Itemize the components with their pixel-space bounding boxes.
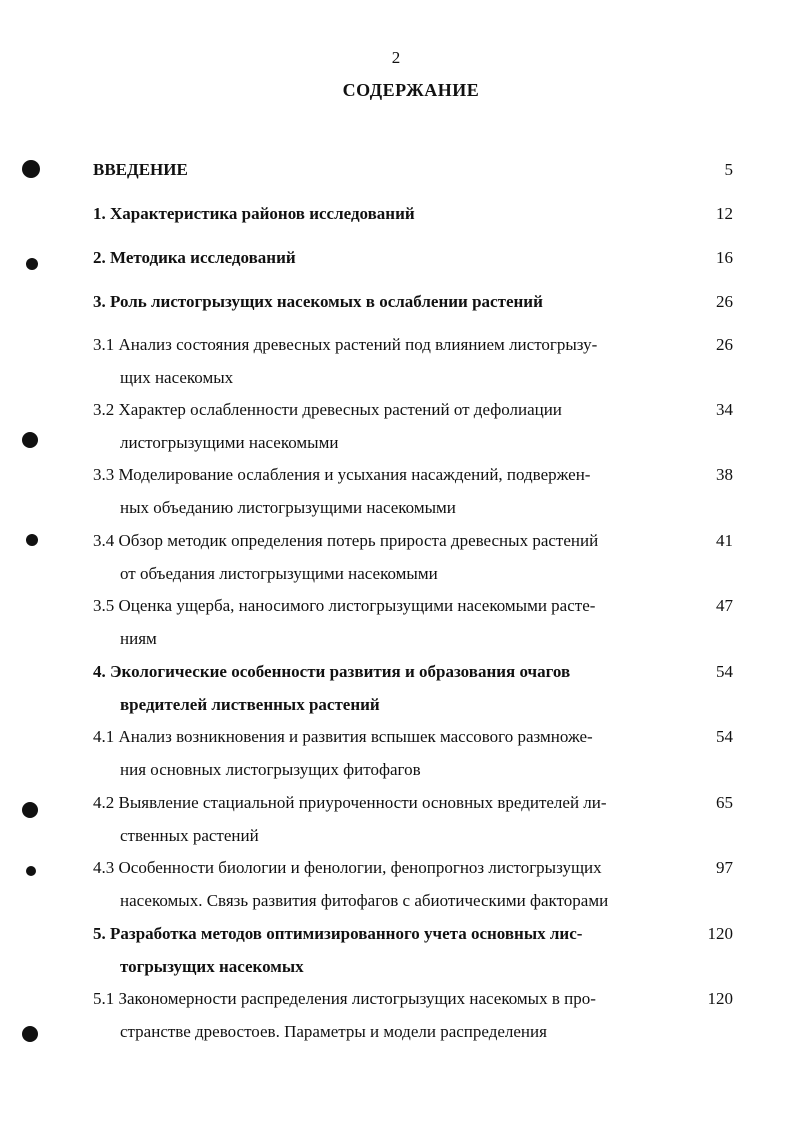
toc-entry-title-line: 4.1 Анализ возникновения и развития вспышек массового размноже- [93, 727, 593, 746]
toc-entry-title-line: тогрызущих насекомых [120, 957, 304, 976]
toc-entry-page: 120 [707, 989, 733, 1008]
toc-entry-page: 120 [707, 924, 733, 943]
toc-entry-title [93, 197, 673, 230]
toc-entry-title-line: 3.2 Характер ослабленности древесных растений от дефолиации [93, 400, 562, 419]
toc-entry-title-line: 3.5 Оценка ущерба, наносимого листогрызущими насекомыми расте- [93, 596, 596, 615]
toc-entry-title-line: ния основных листогрызущих фитофагов [120, 760, 421, 779]
page-number: 2 [391, 48, 401, 67]
toc-entry-page: 26 [716, 335, 733, 354]
toc-entry-title [93, 720, 673, 786]
toc-entry-title-line: 5. Разработка методов оптимизированного учета основных лис- [93, 924, 583, 943]
toc-entry-title-line: 3.3 Моделирование ослабления и усыхания насаждений, подвержен- [93, 465, 591, 484]
toc-entry-page: 47 [716, 596, 733, 615]
toc-entry-title [93, 393, 673, 459]
toc-entry-title-line: странстве древостоев. Параметры и модели распределения [120, 1022, 547, 1041]
toc-entry-title-line: щих насекомых [120, 368, 234, 387]
toc-entry-page: 97 [716, 858, 733, 877]
toc-entry-title [93, 328, 673, 394]
toc-entry-title-line: ВВЕДЕНИЕ [93, 160, 188, 179]
toc-entry-title-line: 3.1 Анализ состояния древесных растений под влиянием листогрызу- [93, 335, 598, 354]
toc-entry-title [93, 851, 673, 917]
binder-hole-mark [22, 432, 38, 448]
toc-entry-title-line: 4.3 Особенности биологии и фенологии, фенопрогноз листогрызущих [93, 858, 602, 877]
toc-entry-title [93, 285, 673, 318]
toc-entry-title-line: от объедания листогрызущими насекомыми [120, 564, 438, 583]
toc-entry-title [93, 786, 673, 852]
toc-entry-title-line: ных объеданию листогрызущими насекомыми [120, 498, 456, 517]
page-title: СОДЕРЖАНИЕ [342, 80, 480, 100]
toc-entry-title-line: 4. Экологические особенности развития и образования очагов [93, 662, 571, 681]
binder-hole-mark [22, 802, 38, 818]
binder-hole-mark [22, 160, 40, 178]
toc-entry-title-line: 1. Характеристика районов исследований [93, 204, 415, 223]
binder-hole-mark [26, 258, 38, 270]
toc-entry-page: 5 [724, 160, 733, 179]
toc-entry-title-line: листогрызущими насекомыми [120, 433, 339, 452]
toc-entry-title-line: насекомых. Связь развития фитофагов с абиотическими факторами [120, 891, 609, 910]
toc-entry-page: 41 [716, 531, 733, 550]
binder-hole-mark [26, 866, 36, 876]
toc-entry-title [93, 458, 673, 524]
toc-entry-title-line: ниям [120, 629, 157, 648]
toc-entry-title [93, 153, 673, 186]
toc-entry-title [93, 241, 673, 274]
toc-entry-page: 12 [716, 204, 733, 223]
binder-hole-mark [26, 534, 38, 546]
toc-entry-title [93, 982, 673, 1048]
toc-entry-title [93, 655, 673, 721]
toc-entry-page: 38 [716, 465, 733, 484]
toc-entry-title [93, 589, 673, 655]
toc-entry-title-line: 2. Методика исследований [93, 248, 296, 267]
toc-entry-page: 65 [716, 793, 733, 812]
toc-entry-title [93, 524, 673, 590]
toc-entry-title-line: 5.1 Закономерности распределения листогрызущих насекомых в про- [93, 989, 596, 1008]
toc-entry-page: 54 [716, 727, 733, 746]
toc-entry-title-line: вредителей лиственных растений [120, 695, 380, 714]
binder-hole-mark [22, 1026, 38, 1042]
toc-entry-page: 26 [716, 292, 733, 311]
toc-entry-page: 54 [716, 662, 733, 681]
toc-entry-title-line: 3.4 Обзор методик определения потерь прироста древесных растений [93, 531, 599, 550]
toc-entry-title [93, 917, 673, 983]
toc-entry-title-line: 4.2 Выявление стациальной приуроченности основных вредителей ли- [93, 793, 607, 812]
toc-entry-page: 16 [716, 248, 733, 267]
toc-entry-page: 34 [716, 400, 733, 419]
toc-entry-title-line: ственных растений [120, 826, 259, 845]
toc-entry-title-line: 3. Роль листогрызущих насекомых в ослаблении растений [93, 292, 543, 311]
